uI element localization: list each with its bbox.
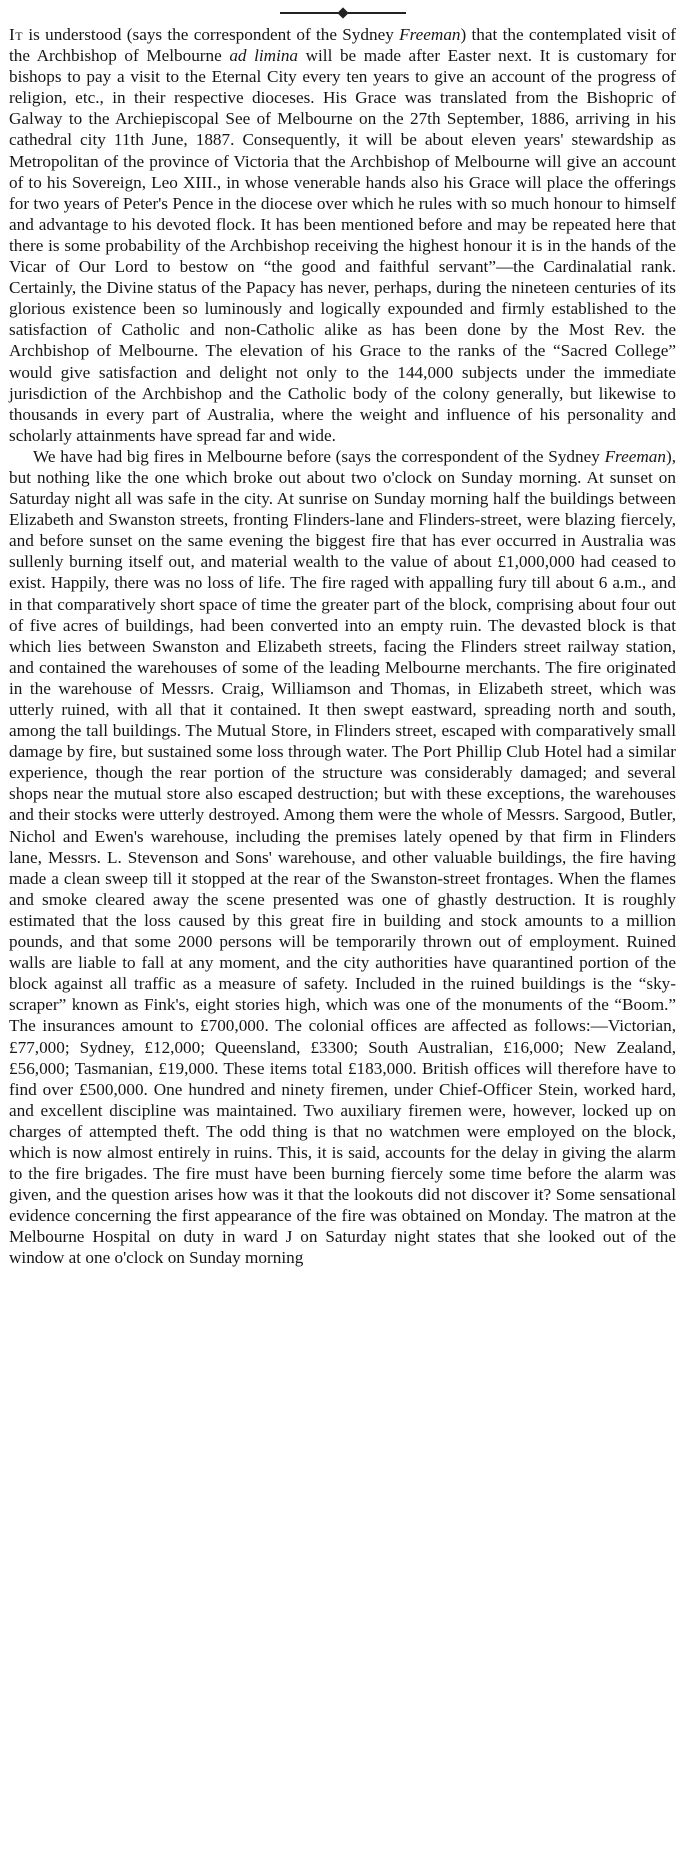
- divider-diamond-icon: [337, 7, 348, 18]
- divider-rule-left: [280, 12, 338, 14]
- segment: is understood (says the correspondent of the Sydney: [23, 25, 400, 44]
- italic-segment: Freeman: [399, 25, 461, 44]
- italic-segment: Freeman: [604, 446, 666, 466]
- segment: will be made after Easter next. It is customary for bishops to pay a visit to the Eternal City every ten years to give an account of the progress of religion, etc., in their respective dioceses. His Grace was translated from the Bishopric of Galway to the Archiepiscopal See of Melbourne on the 27th September, 1886, arriving in his cathedral city 11th June, 1887. Consequently, it will be about eleven years' stewardship as Metropolitan of the province of Victoria that the Archbishop of Melbourne will give an account of to his Sovereign, Leo XIII., in whose venerable hands also his Grace will place the offerings for two years of Peter's Pence in the diocese over which he rules with so much honour to himself and advantage to his devoted flock. It has been mentioned before and may be repeated here that there is some probability of the Archbishop receiving the highest honour it is in the hands of the Vicar of Our Lord to bestow on “the good and faithful servant”—the Cardinalatial rank. Certainly, the Divine status of the Papacy has never, perhaps, during the nineteen centuries of its glorious existence been so luminously and logically expounded and firmly established to the satisfaction of Catholic and non-Catholic alike as has been done by the Most Rev. the Archbishop of Melbourne. The elevation of his Grace to the ranks of the “Sacred College” would give satisfaction and delight not only to the 144,000 subjects under the immediate jurisdiction of the Archbishop and the Catholic body of the colony generally, but likewise to thousands in every part of Australia, where the weight and influence of his personality and scholarly attainments have spread far and wide.: [9, 46, 676, 445]
- section-divider-ornament: [9, 6, 676, 20]
- italic-segment: ad limina: [229, 46, 299, 66]
- paragraph-archbishop-visit: [9, 24, 676, 446]
- divider-rule-right: [348, 12, 406, 14]
- segment: ) that the contemplated visit of the Archbishop of Melbourne: [9, 25, 676, 66]
- segment: We have had big fires in Melbourne before (says the correspondent of the Sydney: [33, 446, 605, 466]
- paragraph-lead-word: It: [9, 25, 24, 44]
- paragraph-melbourne-fire: [9, 446, 676, 1269]
- segment: ), but nothing like the one which broke out about two o'clock on Sunday morning. At sunset on Saturday night all was safe in the city. At sunrise on Sunday morning half the buildings between Elizabeth and Swanston streets, fronting Flinders-lane and Flinders-street, were blazing fiercely, and before sunset on the same evening the biggest fire that has ever occurred in Australia was sullenly burning itself out, and material wealth to the value of about £1,000,000 had ceased to exist. Happily, there was no loss of life. The fire raged with appalling fury till about 6 a.m., and in that comparatively short space of time the greater part of the block, comprising about four out of five acres of buildings, had been converted into an empty ruin. The devasted block is that which lies between Swanston and Elizabeth streets, facing the Flinders street railway station, and contained the warehouses of some of the leading Melbourne merchants. The fire originated in the warehouse of Messrs. Craig, Williamson and Thomas, in Elizabeth street, which was utterly ruined, with all that it contained. It then swept eastward, spreading north and south, among the tall buildings. The Mutual Store, in Flinders street, escaped with comparatively small damage by fire, but sustained some loss through water. The Port Phillip Club Hotel had a similar experience, though the rear portion of the structure was considerably damaged; and several shops near the mutual store also escaped destruction; but with these exceptions, the warehouses and their stocks were utterly destroyed. Among them were the whole of Messrs. Sargood, Butler, Nichol and Ewen's warehouse, including the premises lately opened by that firm in Flinders lane, Messrs. L. Stevenson and Sons' warehouse, and other valuable buildings, the fire having made a clean sweep till it stopped at the rear of the Swanston-street frontages. When the flames and smoke cleared away the scene presented was one of ghastly destruction. It is roughly estimated that the loss caused by this great fire in building and stock amounts to a million pounds, and that some 2000 persons will be temporarily thrown out of employment. Ruined walls are liable to fall at any moment, and the city authorities have quarantined portion of the block against all traffic as a measure of safety. Included in the ruined buildings is the “sky-scraper” known as Fink's, eight stories high, which was one of the monuments of the “Boom.” The insurances amount to £700,000. The colonial offices are affected as follows:—Victorian, £77,000; Sydney, £12,000; Queensland, £3300; South Australian, £16,000; New Zealand, £56,000; Tasmanian, £19,000. These items total £183,000. British offices will therefore have to find over £500,000. One hundred and ninety firemen, under Chief-Officer Stein, worked hard, and excellent discipline was maintained. Two auxiliary firemen were, however, locked up on charges of attempted theft. The odd thing is that no watchmen were employed on the block, which is now almost entirely in ruins. This, it is said, accounts for the delay in giving the alarm to the fire brigades. The fire must have been burning fiercely some time before the alarm was given, and the question arises how was it that the lookouts did not discover it? Some sensational evidence concerning the first appearance of the fire was obtained on Monday. The matron at the Melbourne Hospital on duty in ward J on Saturday night states that she looked out of the window at one o'clock on Sunday morning: [9, 446, 676, 1268]
- news-article: [9, 24, 676, 1269]
